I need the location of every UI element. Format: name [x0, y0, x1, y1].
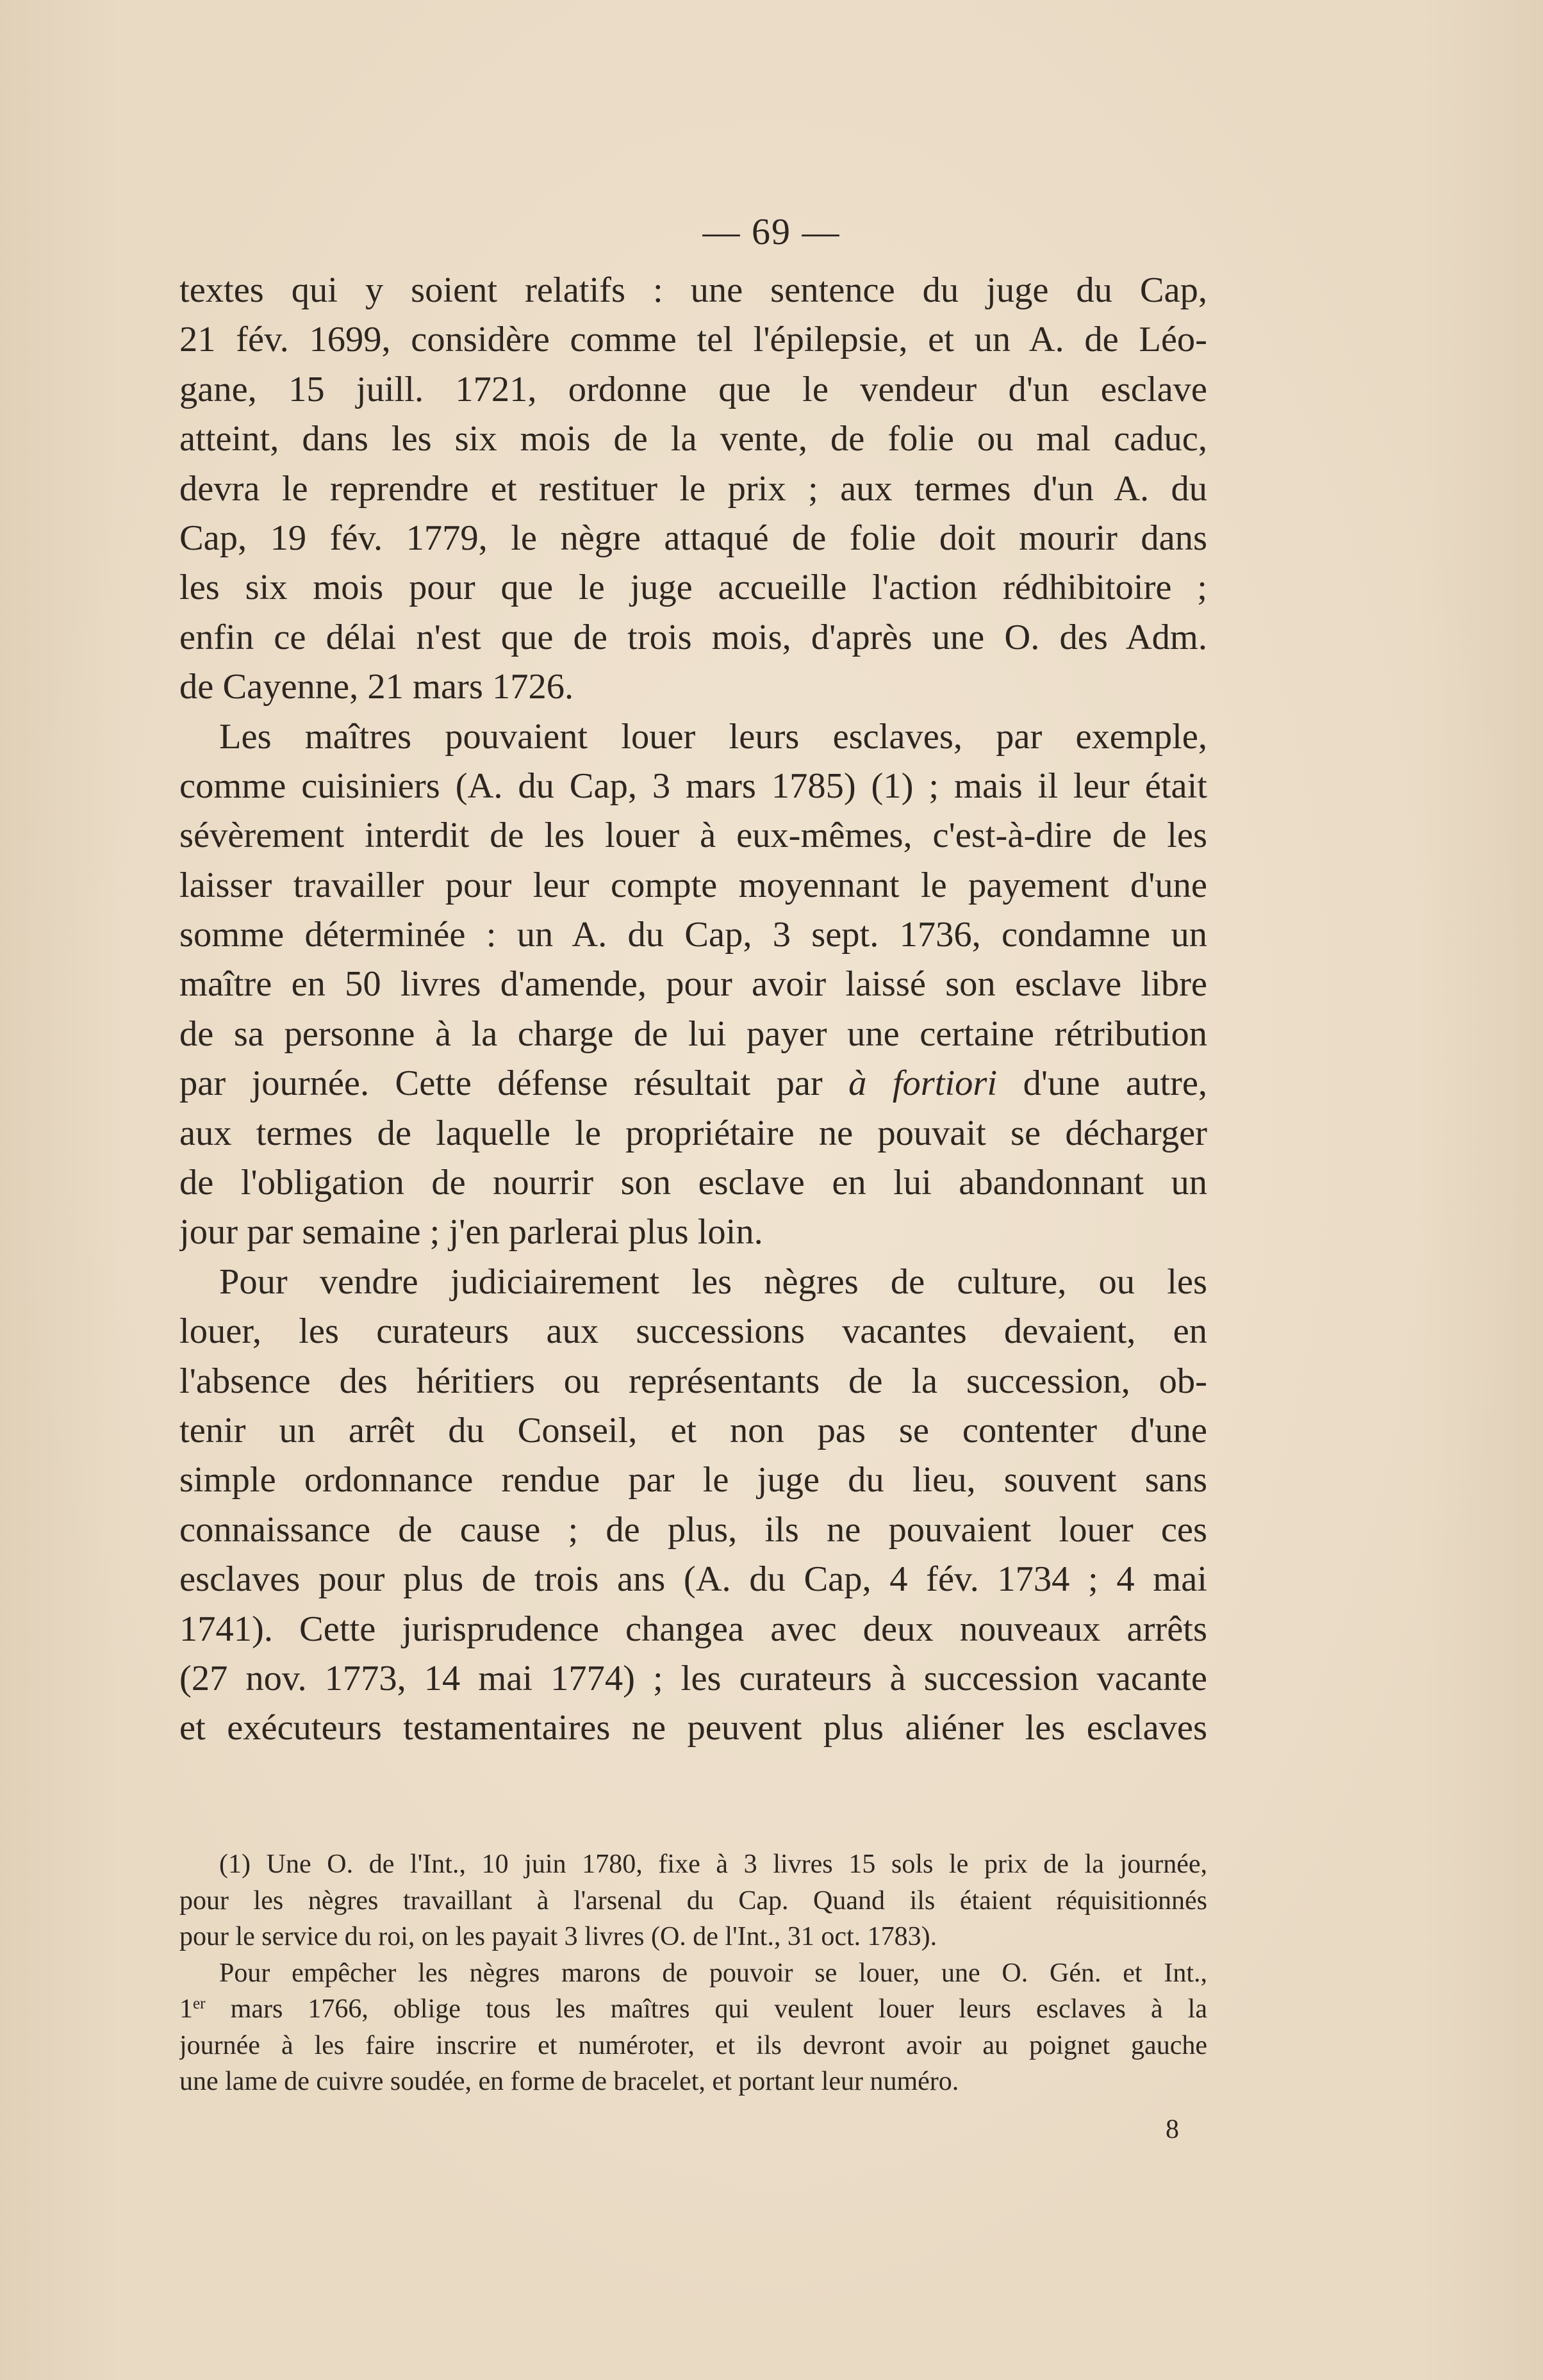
footnote-line: pour les nègres travaillant à l'arsenal du Cap. Quand ils étaient réquisitionnés [179, 1885, 1207, 1916]
footnote-line: une lame de cuivre soudée, en forme de bracelet, et portant leur numéro. [179, 2067, 959, 2096]
text-line: atteint, dans les six mois de la vente, de folie ou mal caduc, [179, 419, 1207, 459]
text-line: simple ordonnance rendue par le juge du lieu, souvent sans [179, 1460, 1207, 1500]
signature-mark: 8 [1166, 2115, 1179, 2144]
text-line: 21 fév. 1699, considère comme tel l'épilepsie, et un A. de Léo- [179, 320, 1207, 360]
text-line: Pour vendre judiciairement les nègres de culture, ou les [219, 1261, 1207, 1302]
footnote-line: Pour empêcher les nègres marons de pouvoir se louer, une O. Gén. et Int., [219, 1958, 1207, 1988]
text-line: de l'obligation de nourrir son esclave en lui abandonnant un [179, 1163, 1207, 1203]
text-line: connaissance de cause ; de plus, ils ne pouvaient louer ces [179, 1509, 1207, 1550]
text-line: Les maîtres pouvaient louer leurs esclaves, par exemple, [219, 716, 1207, 757]
text-line: de Cayenne, 21 mars 1726. [179, 667, 574, 707]
page-number: — 69 — [702, 211, 841, 252]
text-line: laisser travailler pour leur compte moyennant le payement d'une [179, 865, 1207, 905]
text-line: aux termes de laquelle le propriétaire ne pouvait se décharger [179, 1113, 1207, 1153]
text-line: les six mois pour que le juge accueille l'action rédhibitoire ; [179, 568, 1207, 608]
text-fragment: d'une autre, [1023, 1063, 1207, 1104]
text-line: 1741). Cette jurisprudence changea avec deux nouveaux arrêts [179, 1609, 1207, 1649]
ordinal-number: 1 [179, 1994, 193, 2024]
italic-phrase: à fortiori [848, 1063, 998, 1104]
text-line: enfin ce délai n'est que de trois mois, d'après une O. des Adm. [179, 617, 1207, 657]
text-line: et exécuteurs testamentaires ne peuvent plus aliéner les esclaves [179, 1708, 1207, 1748]
text-line: tenir un arrêt du Conseil, et non pas se contenter d'une [179, 1410, 1207, 1450]
text-line: sévèrement interdit de les louer à eux-mêmes, c'est-à-dire de les [179, 816, 1207, 856]
text-line [179, 1059, 1207, 1108]
text-line: textes qui y soient relatifs : une sentence du juge du Cap, [179, 270, 1207, 310]
text-line: jour par semaine ; j'en parlerai plus loin. [179, 1212, 763, 1252]
text-line: comme cuisiniers (A. du Cap, 3 mars 1785) (1) ; mais il leur était [179, 766, 1207, 806]
footnotes [179, 1846, 1207, 2100]
text-line: Cap, 19 fév. 1779, le nègre attaqué de folie doit mourir dans [179, 518, 1207, 558]
text-line: de sa personne à la charge de lui payer une certaine rétribution [179, 1014, 1207, 1054]
text-line: (27 nov. 1773, 14 mai 1774) ; les curateurs à succession vacante [179, 1658, 1207, 1698]
text-line: devra le reprendre et restituer le prix ; aux termes d'un A. du [179, 468, 1207, 509]
ordinal-superscript: er [193, 1995, 206, 2013]
text-line: l'absence des héritiers ou représentants de la succession, ob- [179, 1361, 1207, 1401]
text-line: louer, les curateurs aux successions vacantes devaient, en [179, 1311, 1207, 1352]
footnote-line: (1) Une O. de l'Int., 10 juin 1780, fixe à 3 livres 15 sols le prix de la journée, [219, 1850, 1207, 1879]
text-line: gane, 15 juill. 1721, ordonne que le vendeur d'un esclave [179, 369, 1207, 409]
text-fragment: par journée. Cette défense résultait par [179, 1063, 823, 1104]
footnote-line [179, 1991, 1207, 2028]
text-line: somme déterminée : un A. du Cap, 3 sept. 1736, condamne un [179, 915, 1207, 955]
footnote-line: pour le service du roi, on les payait 3 livres (O. de l'Int., 31 oct. 1783). [179, 1922, 937, 1951]
text-line: esclaves pour plus de trois ans (A. du Cap, 4 fév. 1734 ; 4 mai [179, 1559, 1207, 1600]
text-line: maître en 50 livres d'amende, pour avoir laissé son esclave libre [179, 964, 1207, 1005]
footnote-line: journée à les faire inscrire et numéroter, et ils devront avoir au poignet gauche [179, 2030, 1207, 2060]
text-fragment: mars 1766, oblige tous les maîtres qui veulent louer leurs esclaves à la [230, 1994, 1207, 2024]
body-text [179, 266, 1207, 1753]
